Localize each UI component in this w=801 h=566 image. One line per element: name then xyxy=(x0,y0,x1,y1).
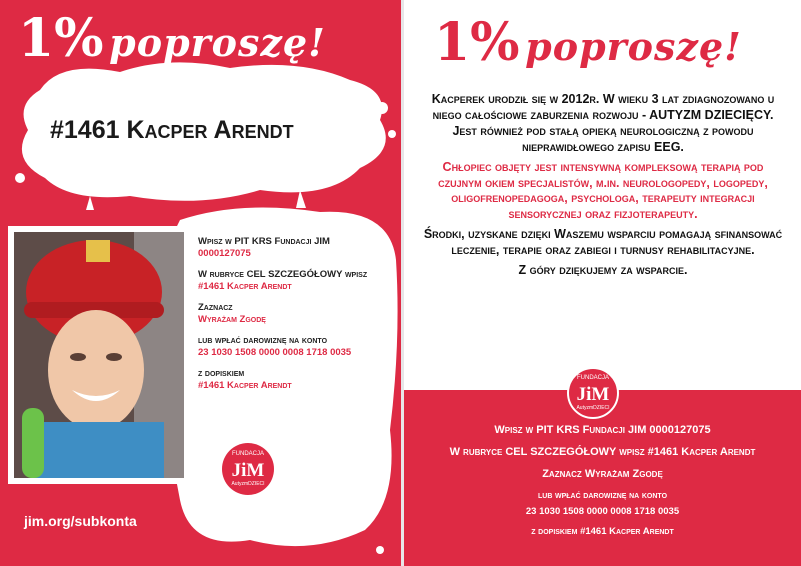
logo-main-text: JiM xyxy=(231,460,265,481)
instruction-label: Zaznacz xyxy=(198,302,233,313)
donation-instructions xyxy=(198,236,398,401)
logo-main-text: JiM xyxy=(576,384,610,405)
story-text xyxy=(420,92,786,283)
website-link[interactable]: jim.org/subkonta xyxy=(24,513,137,529)
footer-line-krs: Wpisz w PIT KRS Fundacji JIM 0000127075 xyxy=(494,424,711,436)
footer-line-account: 23 1030 1508 0000 0008 1718 0035 xyxy=(525,506,680,517)
story-paragraph: Środki, uzyskane dzięki Waszemu wsparciu pomagają sfinansować leczenie, terapie oraz zabiegi i turnusy rehabilitacyjne. xyxy=(423,227,783,258)
logo-sub-text: AutyzmDZIECI xyxy=(231,481,265,487)
story-paragraph: Kacperek urodził się w 2012r. W wieku 3 lat zdiagnozowano u niego całościowe zaburzenia rozwoju - AUTYZM DZIECIĘCY. Jest również pod stałą opieką neurologiczną z powodu nieprawidłowego zapisu EEG. xyxy=(431,92,775,154)
instruction-value: 0000127075 xyxy=(198,248,251,259)
instruction-value: Wyrażam Zgodę xyxy=(198,314,266,325)
instruction-block xyxy=(198,269,398,293)
logo-top-text: FUNDACJA xyxy=(231,451,265,457)
logo-sub-text: AutyzmDZIECI xyxy=(576,405,610,411)
right-leaflet-page xyxy=(404,0,801,566)
logo-badge-icon xyxy=(214,442,284,496)
title-percent: 1% xyxy=(434,12,520,73)
instruction-label: W rubryce CEL SZCZEGÓŁOWY wpisz xyxy=(198,269,368,280)
title-text: poproszę! xyxy=(525,24,742,69)
instruction-value: #1461 Kacper Arendt xyxy=(198,380,292,391)
footer-line-goal: W rubryce CEL SZCZEGÓŁOWY wpisz #1461 Kacper Arendt xyxy=(449,446,756,458)
logo-badge-icon xyxy=(558,366,628,420)
story-thanks: Z góry dziękujemy za wsparcie. xyxy=(518,263,688,278)
donation-footer xyxy=(404,375,801,566)
foundation-logo xyxy=(214,442,284,496)
footer-line-transfer: lub wpłać darowiznę na konto xyxy=(537,490,668,501)
title-percent: 1% xyxy=(18,8,104,69)
instruction-label: z dopiskiem xyxy=(198,368,245,379)
title-text: poproszę! xyxy=(109,20,326,65)
foundation-logo xyxy=(558,366,628,420)
instruction-value: 23 1030 1508 0000 0008 1718 0035 xyxy=(198,347,352,358)
page-title xyxy=(18,8,326,69)
child-name-heading: #1461 Kacper Arendt xyxy=(50,116,294,144)
instruction-block xyxy=(198,368,398,392)
logo-top-text: FUNDACJA xyxy=(576,375,610,381)
instruction-block xyxy=(198,236,398,260)
instruction-block xyxy=(198,335,398,359)
photo-illustration xyxy=(14,232,184,478)
footer-line-note: z dopiskiem #1461 Kacper Arendt xyxy=(531,526,674,537)
child-photo xyxy=(8,226,190,484)
instruction-label: Wpisz w PIT KRS Fundacji JIM xyxy=(198,236,330,247)
instruction-block xyxy=(198,302,398,326)
instruction-label: lub wpłać darowiznę na konto xyxy=(198,335,328,346)
footer-line-consent: Zaznacz Wyrażam Zgodę xyxy=(542,468,663,480)
instruction-value: #1461 Kacper Arendt xyxy=(198,281,292,292)
story-paragraph-therapy: Chłopiec objęty jest intensywną kompleksową terapią pod czujnym okiem specjalistów, m.in. neurologopedy, logopedy, oligofrenopedagoga, psychologa, terapeuty integracji sensorycznej oraz fizjoterapeuty. xyxy=(438,159,768,222)
page-title xyxy=(434,12,742,73)
